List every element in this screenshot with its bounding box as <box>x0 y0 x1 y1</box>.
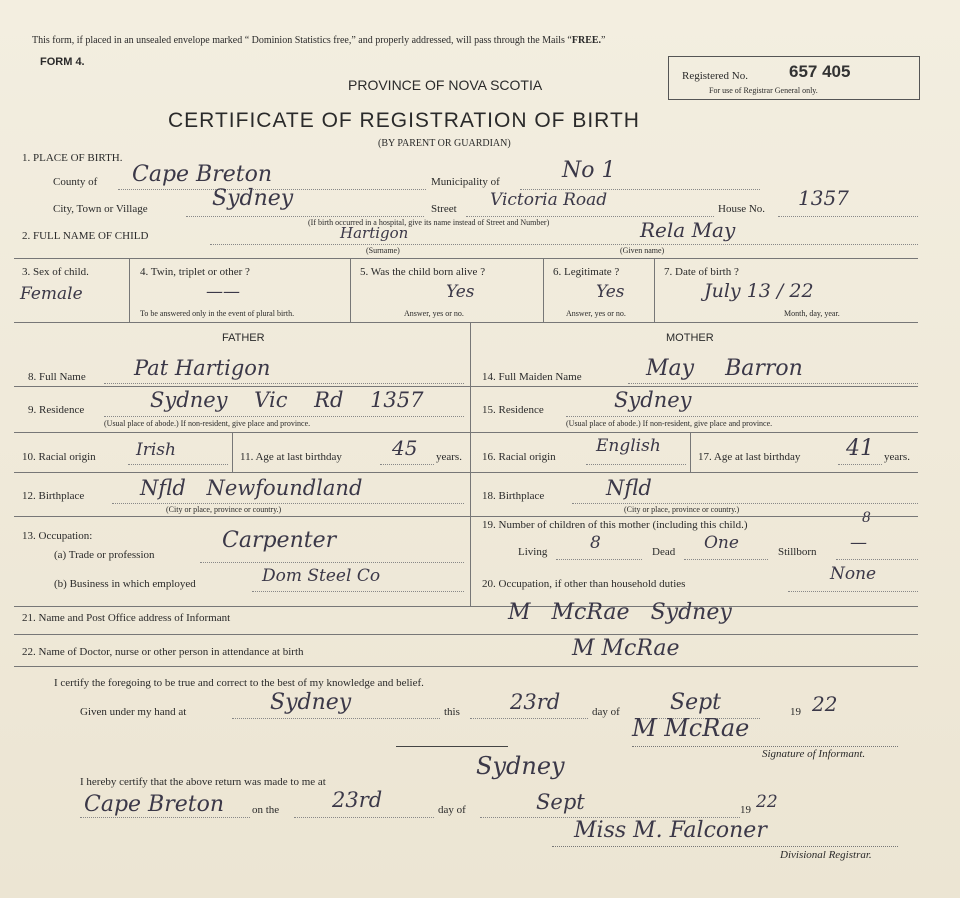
registrar-caption: Divisional Registrar. <box>780 849 872 861</box>
mail-notice-text: This form, if placed in an unsealed envelope marked “ Dominion Statistics free,” and properly addressed, will pass through the Mails “ <box>32 35 572 46</box>
living-line <box>556 559 642 560</box>
house-line <box>778 216 918 217</box>
father-age-label: 11. Age at last birthday <box>240 451 342 463</box>
twin-value: —— <box>206 282 240 302</box>
this-label: this <box>444 706 460 718</box>
child-name-label: 2. FULL NAME OF CHILD <box>22 230 149 242</box>
mother-name-label: 14. Full Maiden Name <box>482 371 582 383</box>
rule-r21 <box>14 634 918 635</box>
father-name-label: 8. Full Name <box>28 371 86 383</box>
mother-racial-label: 16. Racial origin <box>482 451 556 463</box>
registrar-place: Sydney <box>476 752 565 780</box>
rule-r22 <box>14 666 918 667</box>
rule-v1 <box>129 258 130 322</box>
mail-notice <box>32 35 605 46</box>
mother-age-line <box>838 464 882 465</box>
hospital-note: (If birth occurred in a hospital, give its name instead of Street and Number) <box>308 218 550 227</box>
street-label: Street <box>431 203 457 215</box>
rule-r10 <box>14 472 918 473</box>
page-subtitle: (BY PARENT OR GUARDIAN) <box>378 138 511 149</box>
business-value: Dom Steel Co <box>262 566 381 586</box>
sex-label: 3. Sex of child. <box>22 266 89 278</box>
trade-value: Carpenter <box>222 528 337 553</box>
informant-value: M McRae Sydney <box>508 600 732 625</box>
certify-year-value: 22 <box>812 692 838 716</box>
place-of-birth-label: 1. PLACE OF BIRTH. <box>22 152 123 164</box>
mother-age-value: 41 <box>846 436 874 461</box>
alive-value: Yes <box>446 282 475 302</box>
mother-name-value: May Barron <box>646 356 803 381</box>
father-years: years. <box>436 451 462 463</box>
legitimate-note: Answer, yes or no. <box>566 309 626 318</box>
mother-birthplace-note: (City or place, province or country.) <box>624 505 740 514</box>
surname-caption: (Surname) <box>366 246 400 255</box>
mother-birthplace-line <box>572 503 918 504</box>
registrar-signature-line <box>552 846 898 847</box>
registrar-month: Sept <box>536 790 585 814</box>
rule-v2 <box>350 258 351 322</box>
dob-value: July 13 / 22 <box>704 280 814 302</box>
registrar-year-prefix: 19 <box>740 804 751 816</box>
mother-age-label: 17. Age at last birthday <box>698 451 801 463</box>
legitimate-value: Yes <box>596 282 625 302</box>
trade-line <box>200 562 464 563</box>
father-name-value: Pat Hartigon <box>134 356 271 380</box>
registrar-on-label: on the <box>252 804 280 816</box>
registrar-text: I hereby certify that the above return was made to me at <box>80 776 326 788</box>
father-occupation-label: 13. Occupation: <box>22 530 93 542</box>
rule-r8 <box>14 386 918 387</box>
stillborn-value: — <box>850 533 867 553</box>
mother-birthplace-value: Nfld <box>606 476 652 500</box>
certify-day-line <box>470 718 588 719</box>
given-place-line <box>232 718 440 719</box>
municipality-value: No 1 <box>562 158 616 183</box>
rule-row3-bottom <box>14 322 918 323</box>
county-label: County of <box>53 176 98 188</box>
mother-birthplace-label: 18. Birthplace <box>482 490 545 502</box>
separator-rule <box>396 746 508 747</box>
father-racial-label: 10. Racial origin <box>22 451 96 463</box>
doctor-label: 22. Name of Doctor, nurse or other person in attendance at birth <box>22 646 304 658</box>
registrar-year: 22 <box>756 792 778 812</box>
dob-label: 7. Date of birth ? <box>664 266 739 278</box>
city-line <box>186 216 424 217</box>
rule-r13 <box>14 606 918 607</box>
county-value: Cape Breton <box>132 162 273 187</box>
dead-value: One <box>704 533 739 553</box>
mother-residence-note: (Usual place of abode.) If non-resident, give place and province. <box>566 419 773 428</box>
dead-label: Dead <box>652 546 676 558</box>
mother-racial-value: English <box>596 436 661 456</box>
street-value: Victoria Road <box>490 190 608 210</box>
rule-father-age <box>232 432 233 472</box>
registrar-signature: Miss M. Falconer <box>574 818 767 843</box>
certify-month-value: Sept <box>670 690 722 715</box>
mother-racial-line <box>586 464 686 465</box>
certify-text: I certify the foregoing to be true and correct to the best of my knowledge and belief. <box>54 677 424 689</box>
mother-residence-line <box>566 416 918 417</box>
child-surname: Hartigon <box>340 224 409 242</box>
sex-value: Female <box>20 284 83 304</box>
house-label: House No. <box>718 203 766 215</box>
father-birthplace-value: Nfld Newfoundland <box>140 476 363 500</box>
stillborn-label: Stillborn <box>778 546 817 558</box>
informant-label: 21. Name and Post Office address of Informant <box>22 612 231 624</box>
alive-note: Answer, yes or no. <box>404 309 464 318</box>
father-residence-line <box>104 416 464 417</box>
given-place-value: Sydney <box>270 690 352 715</box>
registrar-county-line <box>80 817 250 818</box>
registrar-county: Cape Breton <box>84 792 225 817</box>
street-line <box>466 216 714 217</box>
certify-day-value: 23rd <box>510 690 561 714</box>
mother-occupation-value: None <box>830 564 877 584</box>
father-racial-value: Irish <box>136 440 176 460</box>
trade-label: (a) Trade or profession <box>54 549 155 561</box>
father-heading: FATHER <box>222 332 265 344</box>
children-count-label: 19. Number of children of this mother (including this child.) <box>482 519 748 531</box>
father-residence-value: Sydney Vic Rd 1357 <box>150 388 424 412</box>
children-count-value: 8 <box>862 510 871 526</box>
certify-year-prefix: 19 <box>790 706 801 718</box>
mother-residence-value: Sydney <box>614 388 692 412</box>
certify-dayof-label: day of <box>592 706 620 718</box>
alive-label: 5. Was the child born alive ? <box>360 266 486 278</box>
registered-number: 657 405 <box>789 62 851 81</box>
father-age-value: 45 <box>392 436 418 460</box>
given-under-label: Given under my hand at <box>80 706 187 718</box>
child-given-name: Rela May <box>640 218 736 242</box>
page-title: CERTIFICATE OF REGISTRATION OF BIRTH <box>168 109 640 132</box>
mother-heading: MOTHER <box>666 332 714 344</box>
dead-line <box>684 559 768 560</box>
mail-notice-end: ” <box>601 35 606 46</box>
province-heading: PROVINCE OF NOVA SCOTIA <box>348 77 543 93</box>
city-value: Sydney <box>212 186 294 211</box>
form-number: FORM 4. <box>40 56 85 68</box>
twin-note: To be answered only in the event of plural birth. <box>140 309 295 318</box>
signature-caption: Signature of Informant. <box>762 748 866 760</box>
father-residence-note: (Usual place of abode.) If non-resident, give place and province. <box>104 419 311 428</box>
father-name-line <box>104 383 464 384</box>
registrar-dayof-label: day of <box>438 804 466 816</box>
city-label: City, Town or Village <box>53 203 148 215</box>
rule-mother-age <box>690 432 691 472</box>
father-birthplace-note: (City or place, province or country.) <box>166 505 282 514</box>
mother-occupation-label: 20. Occupation, if other than household duties <box>482 578 686 590</box>
given-caption: (Given name) <box>620 246 665 255</box>
living-value: 8 <box>590 533 601 553</box>
mail-notice-free: FREE. <box>571 35 602 46</box>
rule-v4 <box>654 258 655 322</box>
mother-residence-label: 15. Residence <box>482 404 544 416</box>
rule-r12 <box>14 516 918 517</box>
legitimate-label: 6. Legitimate ? <box>553 266 620 278</box>
municipality-label: Municipality of <box>431 176 500 188</box>
registrar-day: 23rd <box>332 788 383 812</box>
house-value: 1357 <box>798 186 849 210</box>
registered-box <box>668 56 920 100</box>
father-birthplace-line <box>112 503 464 504</box>
business-label: (b) Business in which employed <box>54 578 196 590</box>
child-name-line <box>210 244 918 245</box>
signature-line <box>632 746 898 747</box>
registrar-day-line <box>294 817 434 818</box>
rule-row3-top <box>14 258 918 259</box>
rule-v3 <box>543 258 544 322</box>
mother-name-line <box>628 383 918 384</box>
doctor-value: M McRae <box>572 636 680 661</box>
registrar-note: For use of Registrar General only. <box>709 86 818 95</box>
dob-note: Month, day, year. <box>784 309 840 318</box>
twin-label: 4. Twin, triplet or other ? <box>140 266 250 278</box>
rule-r9 <box>14 432 918 433</box>
informant-signature: M McRae <box>632 714 750 742</box>
rule-center <box>470 322 471 606</box>
father-residence-label: 9. Residence <box>28 404 85 416</box>
business-line <box>252 591 464 592</box>
father-birthplace-label: 12. Birthplace <box>22 490 85 502</box>
mother-years: years. <box>884 451 910 463</box>
father-age-line <box>380 464 434 465</box>
father-racial-line <box>128 464 228 465</box>
stillborn-line <box>836 559 918 560</box>
mother-occupation-line <box>788 591 918 592</box>
registered-label: Registered No. <box>682 70 748 82</box>
living-label: Living <box>518 546 548 558</box>
